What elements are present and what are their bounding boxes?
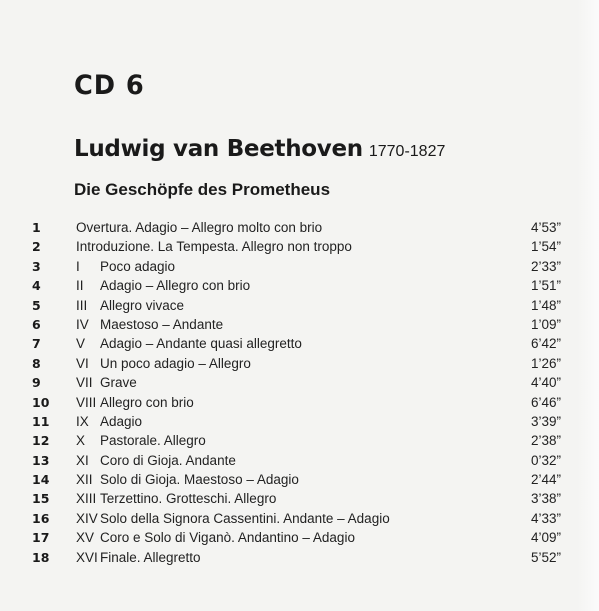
track-number: 11 xyxy=(32,413,50,429)
movement-number: XII xyxy=(76,472,93,488)
track-title: Overtura. Adagio – Allegro molto con brio xyxy=(76,220,323,235)
track-duration: 0’32” xyxy=(530,452,561,468)
composer-name: Ludwig van Beethoven xyxy=(74,136,363,162)
track-number: 13 xyxy=(32,452,50,468)
track-duration: 1’48” xyxy=(530,297,561,313)
track-number: 12 xyxy=(32,433,50,449)
track-title: Allegro con brio xyxy=(100,394,194,410)
track-number: 4 xyxy=(32,278,41,294)
movement-number: III xyxy=(76,297,88,313)
track-duration: 5’52” xyxy=(530,549,561,565)
track-duration: 3’38” xyxy=(530,491,561,507)
movement-number: VI xyxy=(76,355,89,371)
track-number: 14 xyxy=(32,472,50,488)
track-number: 6 xyxy=(32,316,41,332)
cd-label: CD 6 xyxy=(74,70,145,101)
track-title: Poco adagio xyxy=(100,258,176,274)
track-title: Pastorale. Allegro xyxy=(100,433,206,449)
track-row xyxy=(0,220,599,239)
track-number: 10 xyxy=(32,394,50,410)
track-title: Un poco adagio – Allegro xyxy=(100,355,251,371)
track-duration: 2’33” xyxy=(530,258,561,274)
movement-number: X xyxy=(76,433,86,449)
track-row xyxy=(0,472,599,491)
movement-number: II xyxy=(76,278,84,294)
track-title: Coro di Gioja. Andante xyxy=(100,452,236,468)
track-number: 16 xyxy=(32,510,50,526)
movement-number: I xyxy=(76,258,80,274)
track-title: Solo di Gioja. Maestoso – Adagio xyxy=(100,472,299,488)
track-duration: 6’42” xyxy=(530,336,561,352)
movement-number: XVI xyxy=(76,549,98,565)
track-number: 1 xyxy=(32,220,41,235)
track-title: Maestoso – Andante xyxy=(100,316,224,332)
track-row xyxy=(0,511,599,530)
track-duration: 1’09” xyxy=(530,316,561,332)
track-title: Solo della Signora Cassentini. Andante – Adagio xyxy=(100,510,390,526)
track-row xyxy=(0,395,599,414)
movement-number: V xyxy=(76,336,86,352)
track-duration: 1’26” xyxy=(530,355,561,371)
track-number: 9 xyxy=(32,375,41,391)
track-row xyxy=(0,317,599,336)
track-number: 15 xyxy=(32,491,50,507)
composer-years: 1770-1827 xyxy=(368,143,446,160)
track-row xyxy=(0,550,599,569)
movement-number: IX xyxy=(76,413,89,429)
track-row xyxy=(0,356,599,375)
track-row xyxy=(0,414,599,433)
track-duration: 2’38” xyxy=(530,433,561,449)
track-number: 3 xyxy=(32,258,41,274)
track-number: 7 xyxy=(32,336,41,352)
track-title: Terzettino. Grotteschi. Allegro xyxy=(100,491,277,507)
movement-number: XV xyxy=(76,530,95,546)
movement-number: VIII xyxy=(76,394,97,410)
track-row xyxy=(0,239,599,258)
track-row xyxy=(0,375,599,394)
track-number: 18 xyxy=(32,549,50,565)
track-title: Allegro vivace xyxy=(100,297,185,313)
track-title: Grave xyxy=(100,375,137,391)
track-title: Coro e Solo di Viganò. Andantino – Adagio xyxy=(100,530,355,546)
track-number: 2 xyxy=(32,239,41,255)
track-duration: 1’54” xyxy=(530,239,561,255)
movement-number: XIII xyxy=(76,491,97,507)
track-row xyxy=(0,259,599,278)
track-row xyxy=(0,336,599,355)
track-duration: 6’46” xyxy=(530,394,561,410)
track-number: 17 xyxy=(32,530,50,546)
track-duration: 4’09” xyxy=(530,530,561,546)
track-duration: 3’39” xyxy=(530,413,561,429)
track-number: 8 xyxy=(32,355,41,371)
track-duration: 4’40” xyxy=(530,375,561,391)
track-number: 5 xyxy=(32,297,41,313)
movement-number: XI xyxy=(76,452,89,468)
track-duration: 4’53” xyxy=(530,220,561,235)
composer-heading xyxy=(74,136,445,162)
track-row xyxy=(0,491,599,510)
track-title: Finale. Allegretto xyxy=(100,549,201,565)
track-row xyxy=(0,298,599,317)
track-duration: 4’33” xyxy=(530,510,561,526)
track-duration: 2’44” xyxy=(530,472,561,488)
track-row xyxy=(0,433,599,452)
movement-number: XIV xyxy=(76,510,98,526)
track-row xyxy=(0,453,599,472)
movement-number: IV xyxy=(76,316,89,332)
track-row xyxy=(0,278,599,297)
track-title: Adagio – Allegro con brio xyxy=(100,278,251,294)
track-title: Adagio – Andante quasi allegretto xyxy=(100,336,302,352)
track-row xyxy=(0,530,599,549)
track-title: Introduzione. La Tempesta. Allegro non troppo xyxy=(76,239,352,255)
track-duration: 1’51” xyxy=(530,278,561,294)
track-title: Adagio xyxy=(100,413,143,429)
track-list xyxy=(0,220,599,569)
movement-number: VII xyxy=(76,375,93,391)
work-title: Die Geschöpfe des Prometheus xyxy=(74,180,331,199)
